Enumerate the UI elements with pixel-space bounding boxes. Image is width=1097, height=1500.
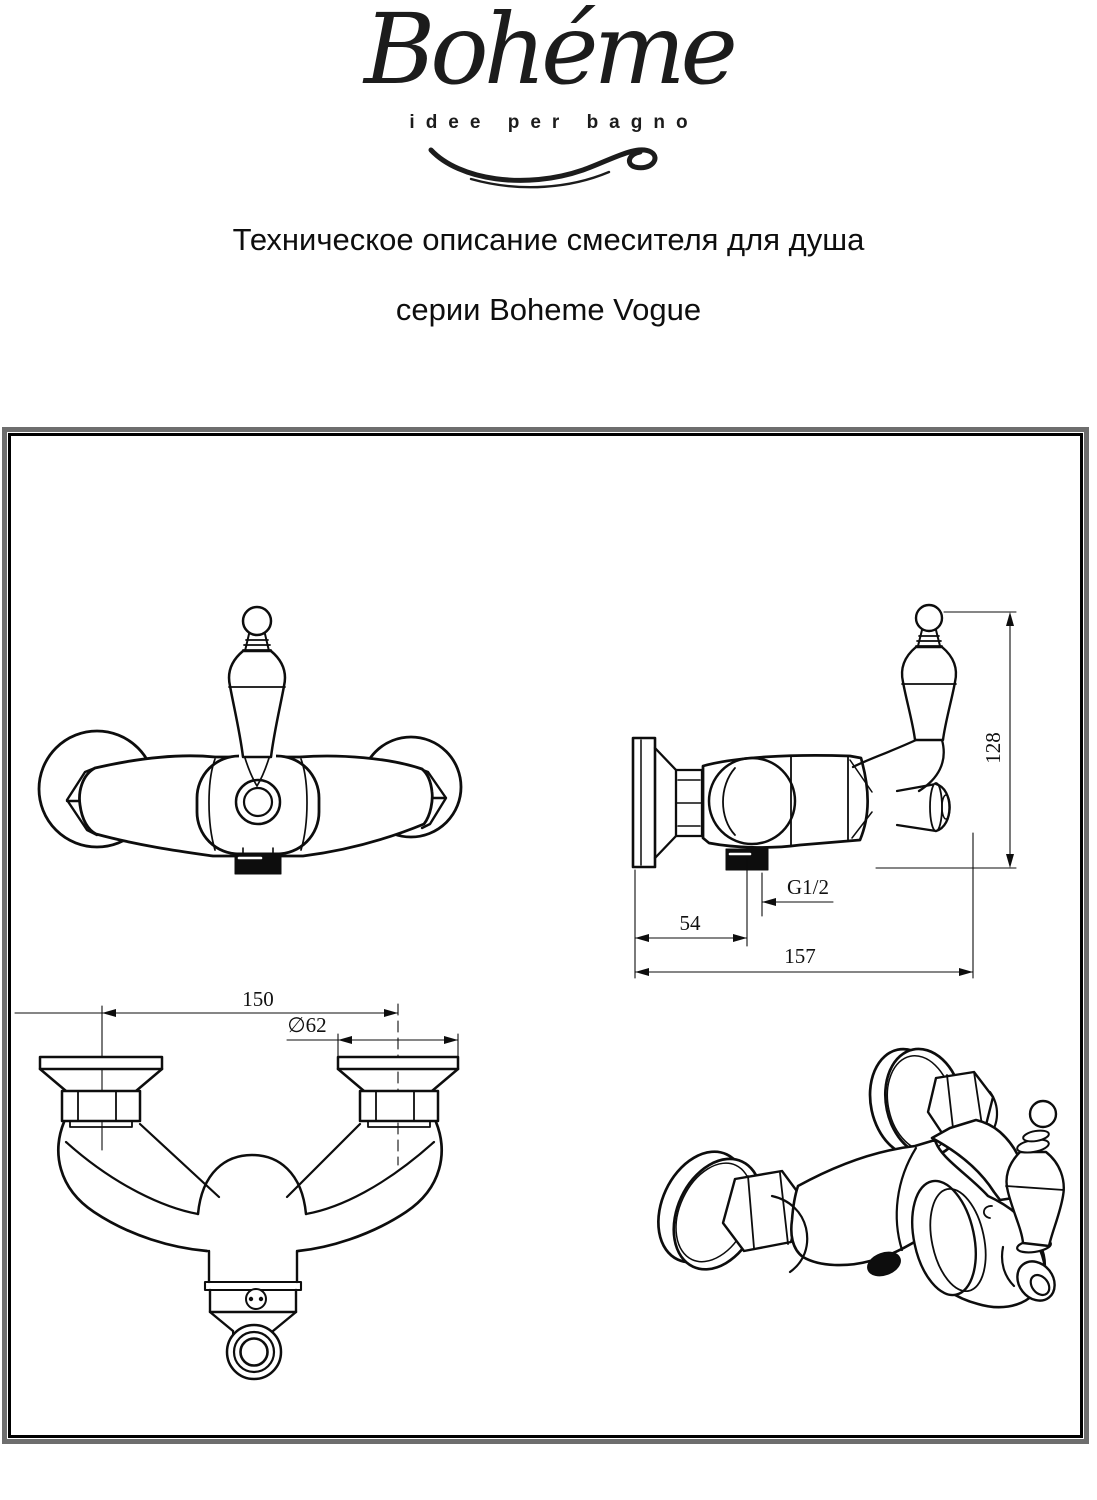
- dim-wall-offset-label: 54: [679, 911, 701, 935]
- brand-tagline: idee per bagno: [409, 112, 699, 133]
- top-view-dimensions: [15, 987, 458, 1165]
- technical-drawing: [11, 436, 1080, 1436]
- dim-diameter-label: ∅62: [287, 1013, 327, 1037]
- brand-wordmark: Bohéme: [364, 0, 733, 106]
- front-view: [39, 607, 461, 874]
- doc-title-line2: серии Boheme Vogue: [395, 292, 702, 327]
- top-view: [15, 987, 458, 1379]
- side-view: [633, 605, 1016, 978]
- perspective-view: [641, 1039, 1064, 1308]
- doc-title-line1: Техническое описание смесителя для душа: [232, 222, 865, 257]
- dim-height-label: 128: [981, 732, 1005, 764]
- dim-span-label: 150: [242, 987, 274, 1011]
- dim-depth-label: 157: [784, 944, 816, 968]
- brand-swoosh-flourish: [425, 138, 673, 192]
- dim-thread-label: G1/2: [787, 875, 829, 899]
